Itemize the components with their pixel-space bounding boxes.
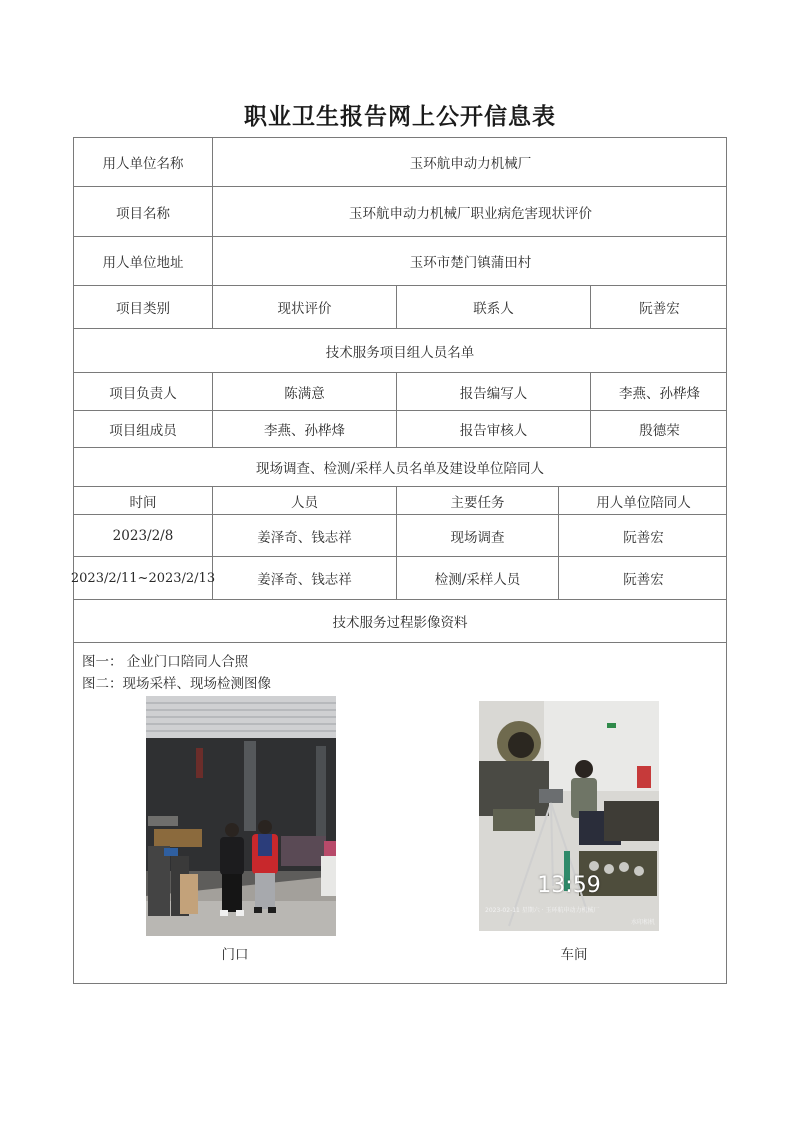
row-images-heading (74, 600, 726, 643)
value-report-writer: 李燕、孙桦烽 (619, 385, 700, 402)
photo-workshop (479, 701, 659, 931)
survey-header-row (74, 487, 726, 515)
photo-entrance (146, 696, 336, 936)
photos-area (74, 643, 726, 985)
photo-brand-overlay: 水印相机 (630, 919, 655, 926)
survey-time: 2023/2/11~2023/2/13 (74, 557, 213, 599)
survey-task: 检测/采样人员 (397, 557, 559, 599)
images-section-heading: 技术服务过程影像资料 (332, 615, 468, 631)
row-employer-address (74, 237, 726, 286)
photo-timestamp-overlay: 13:59 (537, 873, 601, 898)
label-project-lead: 项目负责人 (74, 373, 213, 410)
survey-staff: 姜泽奇、钱志祥 (213, 557, 397, 599)
survey-section-heading: 现场调查、检测/采样人员名单及建设单位陪同人 (255, 461, 545, 477)
survey-task: 现场调查 (397, 515, 559, 556)
survey-staff: 姜泽奇、钱志祥 (213, 515, 397, 556)
survey-row (70, 557, 726, 600)
page-title: 职业卫生报告网上公开信息表 (244, 104, 556, 130)
caption-entrance: 门口 (221, 947, 249, 963)
value-team-members: 李燕、孙桦烽 (213, 411, 397, 447)
row-employer-name (74, 138, 726, 187)
figure-note-1: 图一： 企业门口陪同人合照 (82, 654, 249, 670)
figure-note-2: 图二：现场采样、现场检测图像 (82, 676, 271, 692)
caption-workshop: 车间 (560, 947, 588, 963)
survey-escort: 阮善宏 (623, 572, 664, 588)
label-project-type: 项目类别 (74, 286, 213, 328)
entrance-photo-image (146, 696, 336, 936)
column-header-escort: 用人单位陪同人 (596, 494, 691, 511)
team-row (74, 373, 726, 411)
label-project-name: 项目名称 (74, 187, 213, 236)
row-project-name (74, 187, 726, 237)
info-table (70, 137, 727, 984)
column-header-staff: 人员 (213, 487, 397, 514)
survey-escort: 阮善宏 (623, 529, 664, 546)
photo-date-overlay: 2023-02-11 星期六 · 玉环航申动力机械厂 (485, 907, 600, 914)
label-team-members: 项目组成员 (74, 411, 213, 447)
label-contact: 联系人 (397, 286, 591, 328)
label-employer-name: 用人单位名称 (74, 138, 213, 186)
column-header-time: 时间 (74, 487, 213, 514)
value-contact: 阮善宏 (639, 301, 680, 317)
label-report-reviewer: 报告审核人 (397, 411, 591, 447)
value-employer-address: 玉环市楚门镇蒲田村 (409, 255, 532, 271)
label-employer-address: 用人单位地址 (74, 237, 213, 285)
survey-time: 2023/2/8 (74, 515, 213, 556)
row-project-type (74, 286, 726, 329)
value-employer-name: 玉环航申动力机械厂 (409, 156, 532, 172)
label-report-writer: 报告编写人 (397, 373, 591, 410)
value-project-name: 玉环航申动力机械厂职业病危害现状评价 (349, 205, 592, 222)
value-report-reviewer: 殷德荣 (639, 423, 680, 439)
team-section-heading: 技术服务项目组人员名单 (325, 344, 475, 361)
column-header-task: 主要任务 (397, 487, 559, 514)
row-team-heading (74, 329, 726, 373)
team-row (74, 411, 726, 448)
value-project-type: 现状评价 (213, 286, 397, 328)
value-project-lead: 陈满意 (213, 373, 397, 410)
row-survey-heading (74, 448, 726, 487)
survey-row (74, 515, 726, 557)
